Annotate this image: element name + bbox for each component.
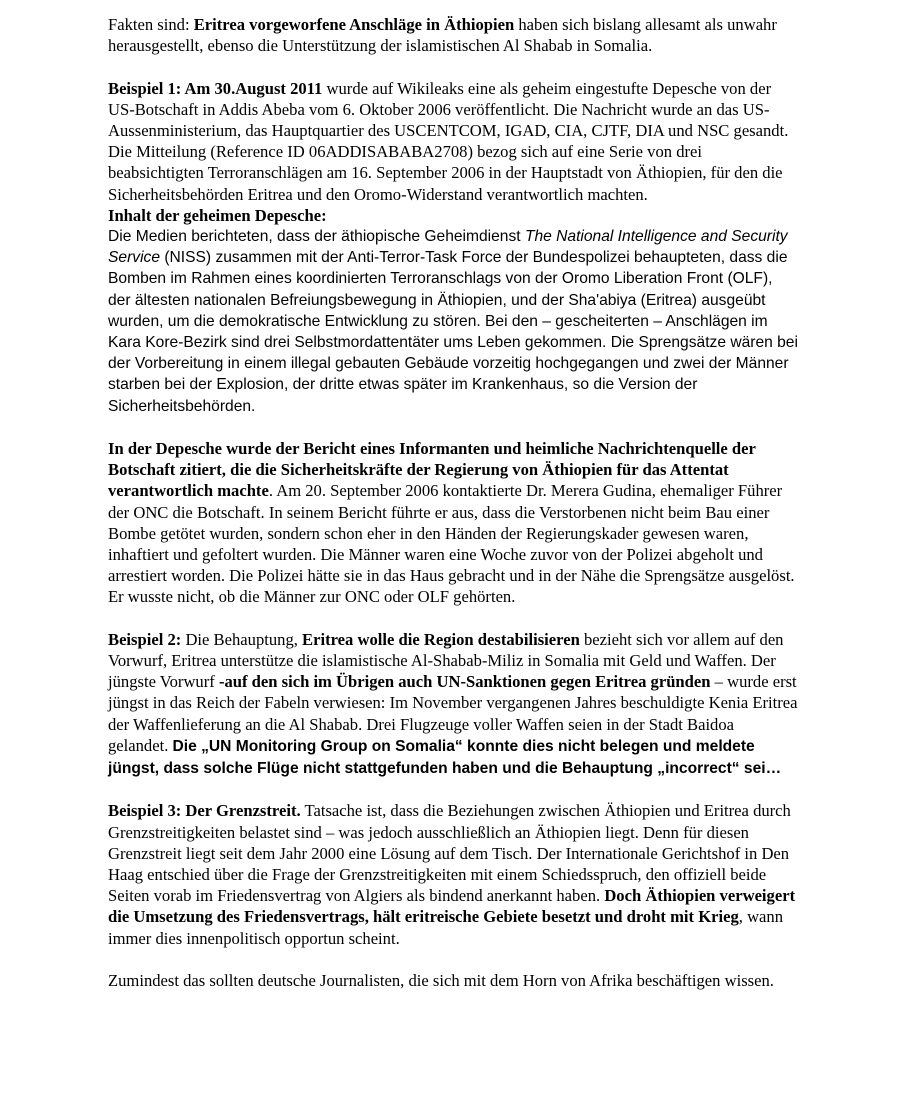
closing-text: Zumindest das sollten deutsche Journalisten, die sich mit dem Horn von Afrika beschäftigen wissen. [108, 971, 774, 991]
paragraph-gap [108, 608, 798, 629]
media-paragraph [108, 226, 798, 417]
example-2-heading: Beispiel 2: [108, 629, 182, 649]
intro-lead: Fakten sind: [108, 15, 194, 34]
reference-paragraph [108, 141, 798, 205]
media-lead: Die Medien berichteten, dass der äthiopische Geheimdienst [108, 228, 525, 246]
media-rest: (NISS) zusammen mit der Anti-Terror-Task Force der Bundespolizei behaupteten, dass die Bomben im Rahmen eines koordinierten Terroranschlags von der Oromo Liberation Front (OLF), der ältesten nationalen Befreiungsbewegung in Äthiopien, und der Sha'abiya (Eritrea) ausgeübt wurden, um die demokratische Entwicklung zu stören. Bei den – gescheiterten – Anschlägen im Kara Kore-Bezirk sind drei Selbstmordattentäter ums Leben gekommen. Die Sprengsätze wären bei der Vorbereitung in einem illegal gebauten Gebäude vorzeitig hochgegangen und zwei der Männer starben bei der Explosion, der dritte etwas später im Krankenhaus, so die Version der Sicherheitsbehörden. [108, 249, 798, 415]
content-heading: Inhalt der geheimen Depesche: [108, 205, 327, 225]
example-2-text-b: bezieht sich vor allem auf den Vorwurf, Eritrea unterstütze die islamistische Al-Shabab-Miliz in Somalia mit Geld und Waffen. Der jüngste Vorwurf [108, 629, 784, 692]
example-1-text: wurde auf Wikileaks eine als geheim eingestufte Depesche von der US-Botschaft in Addis Abeba vom 6. Oktober 2006 veröffentlicht. Die Nachricht wurde an das US-Aussenministerium, das Hauptquartier des USCENTCOM, IGAD, CIA, CJTF, DIA und NSC gesandt. [108, 78, 789, 140]
paragraph-gap [108, 56, 798, 77]
example-2-un-finding: Die „UN Monitoring Group on Somalia“ konnte dies nicht belegen und meldete jüngst, dass solche Flüge nicht stattgefunden haben und die Behauptung „incorrect“ sei… [108, 737, 782, 778]
intro-claim: Eritrea vorgeworfene Anschläge in Äthiopien [193, 15, 515, 34]
document-page [108, 14, 798, 991]
example-3-claim: Doch Äthiopien verweigert die Umsetzung des Friedensvertrags, hält eritreische Gebiete besetzt und droht mit Krieg [108, 886, 796, 927]
example-2-paragraph [108, 629, 798, 779]
example-2-sanctions: -auf den sich im Übrigen auch UN-Sanktionen gegen Eritrea gründen [218, 672, 711, 692]
dispatch-lead: In der Depesche wurde der Bericht eines Informanten und heimliche Nachrichtenquelle der Botschaft zitiert, die die Sicherheitskräfte der Regierung von Äthiopien für das Attentat verantwortlich machte [108, 439, 756, 501]
closing-paragraph [108, 970, 798, 991]
niss-name: The National Intelligence and Security Service [108, 228, 788, 267]
example-1-heading: Beispiel 1: Am 30.August 2011 [108, 78, 323, 98]
dispatch-paragraph [108, 438, 798, 608]
dispatch-rest: . Am 20. September 2006 kontaktierte Dr. Merera Gudina, ehemaliger Führer der ONC die Botschaft. In seinem Bericht führte er aus, dass die Verstorbenen nicht beim Bau einer Bombe getötet wurden, sondern schon eher in den Händen der Regierungskader gewesen waren, inhaftiert und gefoltert wurden. Die Männer waren eine Woche zuvor von der Polizei abgeholt und arrestiert worden. Die Polizei hätte sie in das Haus gebracht und in der Nähe die Sprengsätze ausgelöst. Er wusste nicht, ob die Männer zur ONC oder OLF gehörten. [108, 481, 795, 607]
paragraph-gap [108, 949, 798, 970]
intro-rest: haben sich bislang allesamt als unwahr herausgestellt, ebenso die Unterstützung der islamistischen Al Shabab in Somalia. [108, 15, 777, 56]
example-3-paragraph [108, 800, 798, 948]
paragraph-gap [108, 779, 798, 800]
example-2-text-a: Die Behauptung, [181, 629, 303, 649]
example-1-paragraph [108, 78, 798, 142]
example-2-claim: Eritrea wolle die Region destabilisieren [302, 629, 580, 649]
example-3-heading: Beispiel 3: Der Grenzstreit. [108, 801, 301, 821]
example-3-text-a: Tatsache ist, dass die Beziehungen zwischen Äthiopien und Eritrea durch Grenzstreitigkeiten belastet sind – was jedoch ausschließlich an Äthiopien liegt. Denn für diesen Grenzstreit liegt seit dem Jahr 2000 eine Lösung auf dem Tisch. Der Internationale Gerichtshof in Den Haag entschied über die Frage der Grenzstreitigkeiten mit einem Schiedsspruch, den offiziell beide Seiten vorab im Friedensvertrag von Algiers als bindend anerkannt haben. [108, 801, 791, 906]
reference-text: Die Mitteilung (Reference ID 06ADDISABABA2708) bezog sich auf eine Serie von drei beabsichtigten Terroranschlägen am 16. September 2006 in der Hauptstadt von Äthiopien, für den die Sicherheitsbehörden Eritrea und den Oromo-Widerstand verantwortlich machten. [108, 142, 783, 204]
paragraph-gap [108, 417, 798, 438]
example-2-text-c: – wurde erst jüngst in das Reich der Fabeln verwiesen: Im November vergangenen Jahres beschuldigte Kenia Eritrea der Waffenlieferung an die Al Shabab. Drei Flugzeuge voller Waffen seien in der Stadt Baidoa gelandet. [108, 672, 798, 755]
intro-paragraph [108, 14, 798, 56]
example-3-text-b: , wann immer dies innenpolitisch opportun scheint. [108, 907, 784, 948]
